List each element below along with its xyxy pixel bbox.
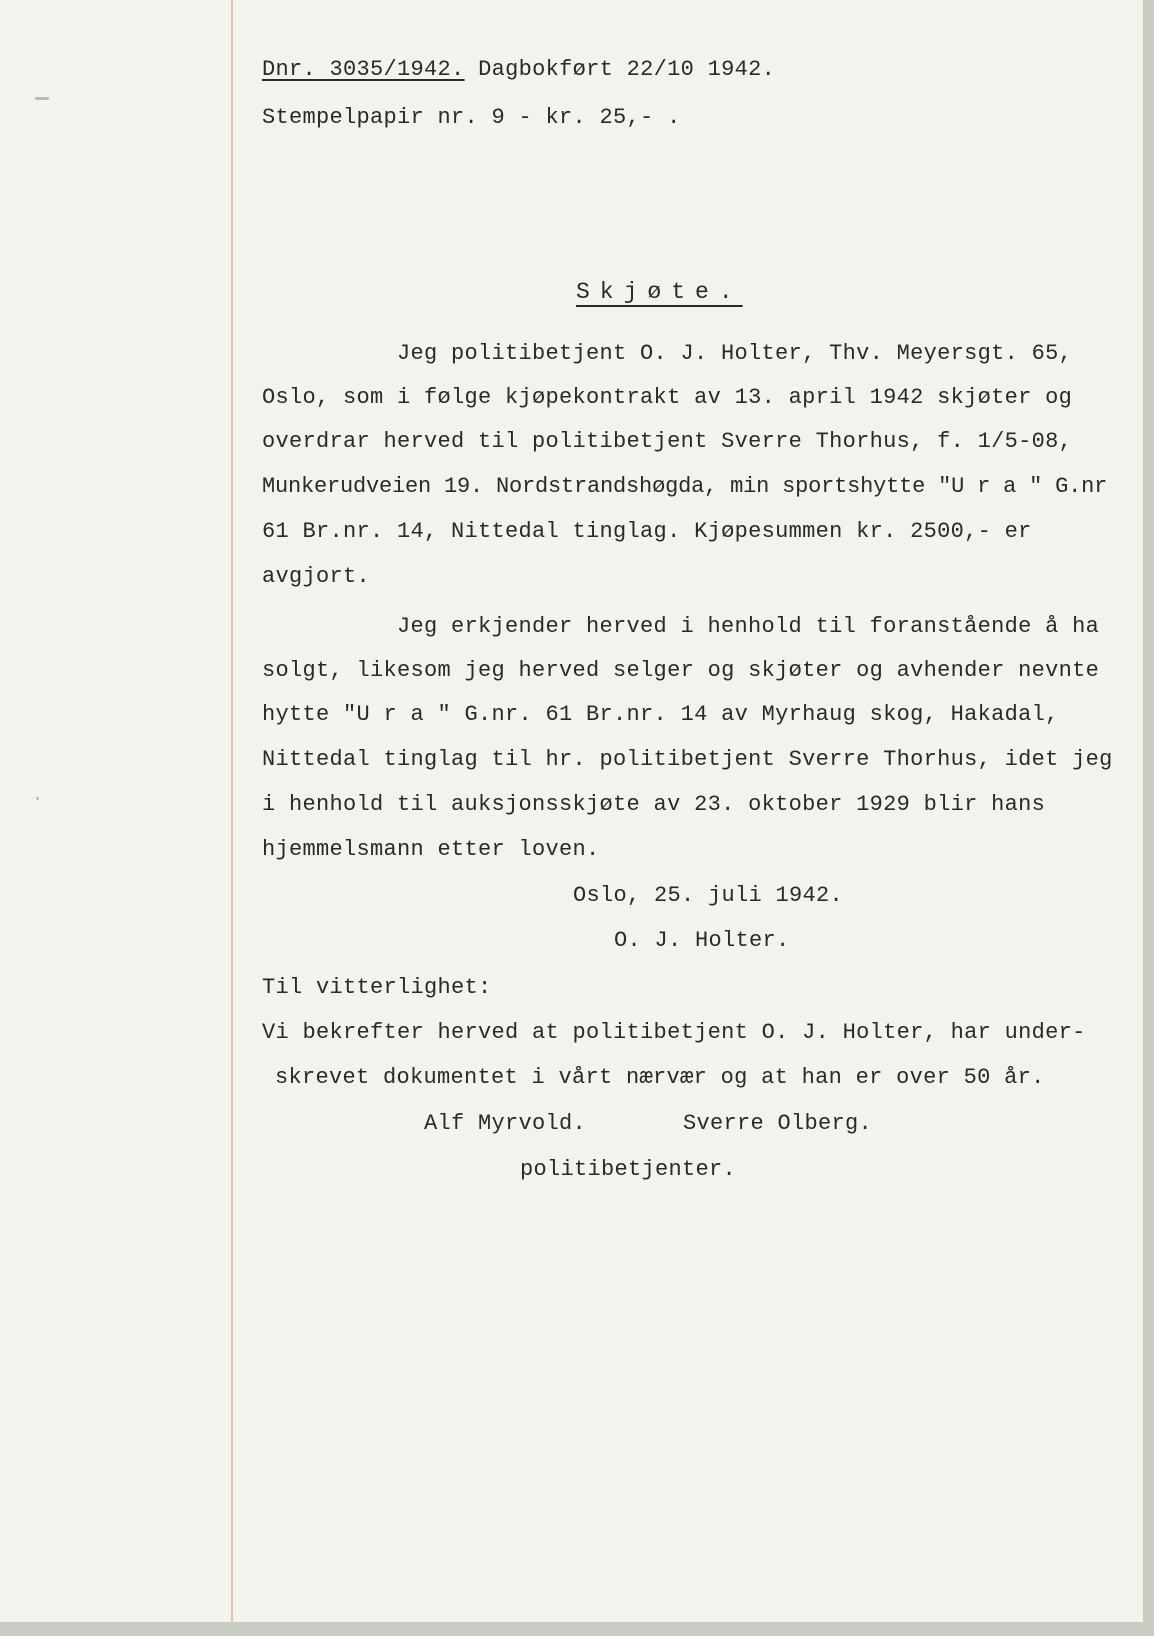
- witness-name-2: Sverre Olberg.: [683, 1111, 873, 1136]
- header-line: [262, 56, 775, 84]
- place-date: Oslo, 25. juli 1942.: [573, 883, 844, 908]
- witness-line: skrevet dokumentet i vårt nærvær og at han er over 50 år.: [275, 1065, 1045, 1090]
- paragraph1-line: avgjort.: [262, 564, 371, 589]
- paragraph2-line: hytte "U r a " G.nr. 61 Br.nr. 14 av Myrhaug skog, Hakadal,: [262, 702, 1059, 727]
- paragraph2-line: hjemmelsmann etter loven.: [262, 837, 600, 862]
- paragraph2-line: solgt, likesom jeg herved selger og skjøter og avhender nevnte: [262, 658, 1100, 683]
- witness-name-1: Alf Myrvold.: [424, 1111, 587, 1136]
- paragraph2-line: Jeg erkjender herved i henhold til foranstående å ha: [397, 614, 1100, 639]
- paragraph1-line: 61 Br.nr. 14, Nittedal tinglag. Kjøpesummen kr. 2500,- er: [262, 519, 1032, 544]
- speck-mark: [36, 797, 39, 800]
- paragraph1-line: Oslo, som i følge kjøpekontrakt av 13. april 1942 skjøter og: [262, 385, 1073, 410]
- paragraph2-line: Nittedal tinglag til hr. politibetjent Sverre Thorhus, idet jeg: [262, 747, 1113, 772]
- witness-heading: Til vitterlighet:: [262, 975, 492, 1000]
- paragraph1-line: Munkerudveien 19. Nordstrandshøgda, min sportshytte "U r a " G.nr: [262, 474, 1108, 499]
- paragraph1-line: overdrar herved til politibetjent Sverre Thorhus, f. 1/5-08,: [262, 429, 1073, 454]
- margin-line: [231, 0, 233, 1622]
- scan-edge-right: [1143, 0, 1154, 1636]
- journal-date: Dagbokført 22/10 1942.: [478, 57, 776, 82]
- paragraph2-line: i henhold til auksjonsskjøte av 23. oktober 1929 blir hans: [262, 792, 1046, 817]
- paragraph1-line: Jeg politibetjent O. J. Holter, Thv. Meyersgt. 65,: [397, 341, 1073, 366]
- document-number: Dnr. 3035/1942.: [262, 57, 465, 82]
- witness-title: politibetjenter.: [520, 1157, 737, 1182]
- witness-line: Vi bekrefter herved at politibetjent O. J. Holter, har under-: [262, 1020, 1086, 1045]
- seller-signature: O. J. Holter.: [614, 928, 790, 953]
- scan-edge-bottom: [0, 1622, 1154, 1636]
- document-title: Skjøte.: [576, 279, 743, 305]
- stamp-paper-line: Stempelpapir nr. 9 - kr. 25,- .: [262, 105, 681, 130]
- speck-mark: [35, 97, 49, 100]
